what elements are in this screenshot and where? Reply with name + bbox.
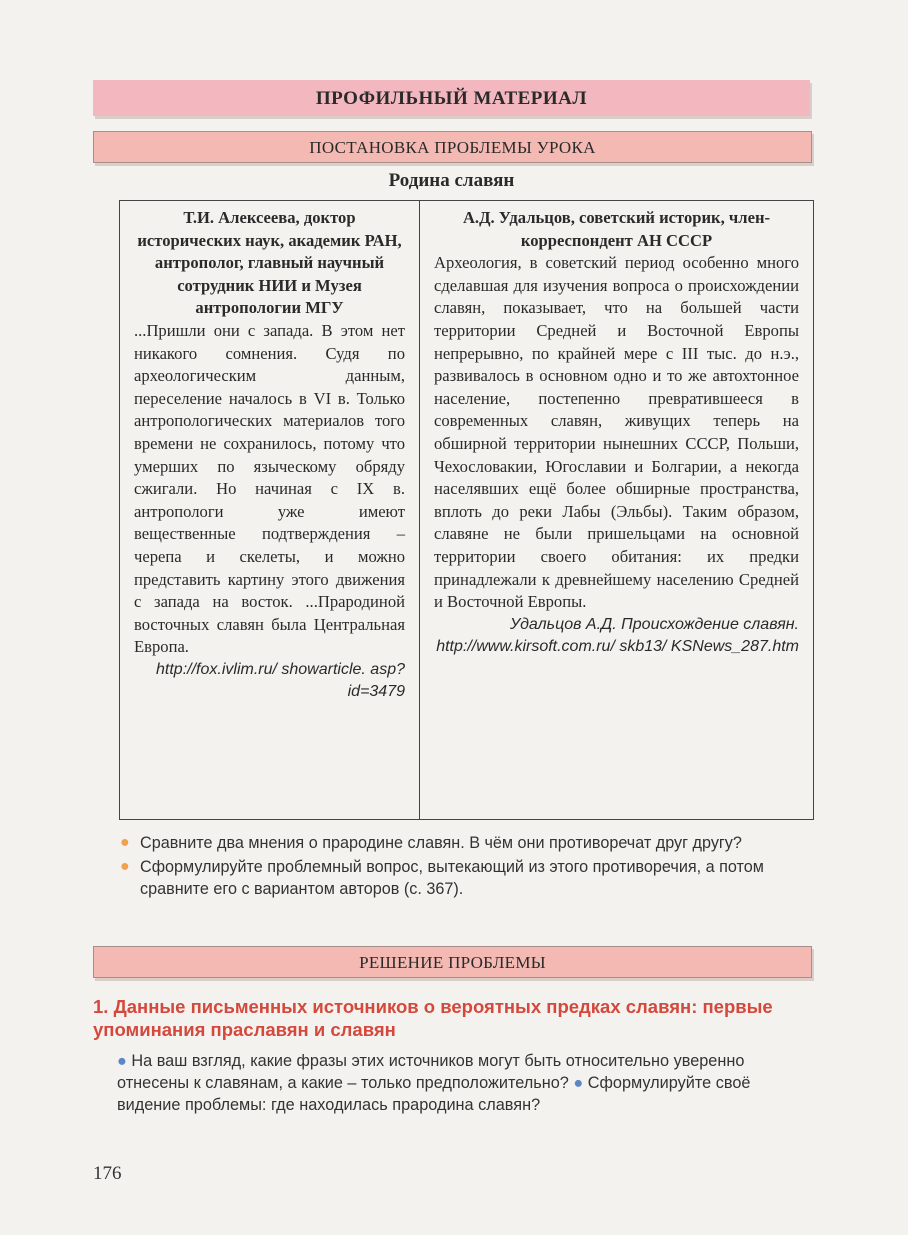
task-text-1: На ваш взгляд, какие фразы этих источников могут быть относительно уверенно отнесены к славянам, а какие – только предположительно? <box>117 1052 745 1092</box>
page-number: 176 <box>93 1163 122 1184</box>
bullet-icon: ● <box>120 858 130 875</box>
opinions-table <box>119 200 814 820</box>
problem-solution-banner: РЕШЕНИЕ ПРОБЛЕМЫ <box>93 946 812 978</box>
list-item <box>118 832 812 854</box>
author-heading: Т.И. Алексеева, доктор исторических наук, академик РАН, антрополог, главный научный сотрудник НИИ и Музея антропологии МГУ <box>137 208 402 318</box>
question-text: Сравните два мнения о прародине славян. В чём они противоречат друг другу? <box>140 834 742 852</box>
bullet-icon: ● <box>573 1074 584 1092</box>
opinion-column-alekseeva <box>120 201 420 819</box>
quote-text: ...Пришли они с запада. В этом нет никакого сомнения. Судя по археологическим данным, переселение началось в VI в. Только антропологических материалов того времени не сохранилось, потому что умерших по языческому обряду сжигали. Но начиная с IX в. антропологи уже имеют вещественные подтверждения – черепа и скелеты, и можно представить картину этого движения с запада на восток. ...Прародиной восточных славян была Центральная Европа. <box>134 320 405 657</box>
section-heading: 1. Данные письменных источников о вероятных предках славян: первые упоминания праславян и славян <box>93 996 773 1040</box>
citation: Удальцов А.Д. Происхождение славян. http://www.kirsoft.com.ru/ skb13/ KSNews_287.htm <box>436 615 799 656</box>
opinion-column-udaltsov <box>420 201 813 819</box>
questions-list <box>118 832 812 902</box>
problem-statement-banner: ПОСТАНОВКА ПРОБЛЕМЫ УРОКА <box>93 131 812 163</box>
bullet-icon: ● <box>117 1052 127 1070</box>
bullet-icon: ● <box>120 834 130 851</box>
task-paragraph <box>117 1050 814 1116</box>
task-text-2: Сформулируйте своё видение проблемы: где находилась прародина славян? <box>117 1074 751 1114</box>
question-text: Сформулируйте проблемный вопрос, вытекающий из этого противоречия, а потом сравните его с вариантом авторов (с. 367). <box>140 858 764 898</box>
subtitle: Родина славян <box>388 170 515 191</box>
quote-text: Археология, в советский период особенно много сделавшая для изучения вопроса о происхождении славян, показывает, что на большей части территории Средней и Восточной Европы непрерывно, по крайней мере с III тыс. до н.э., развивалось в основном одно и то же автохтонное население, постепенно превратившееся в современных славян, живущих теперь на обширной территории нынешних СССР, Польши, Чехословакии, Югославии и Болгарии, а некогда населявших ещё более обширные пространства, вплоть до реки Лабы (Эльбы). Таким образом, славяне не были пришельцами на основной территории своего обитания: их предки принадлежали к древнейшему населению Средней и Восточной Европы. <box>434 253 799 612</box>
author-heading: А.Д. Удальцов, советский историк, член-корреспондент АН СССР <box>462 208 771 250</box>
profile-material-banner: ПРОФИЛЬНЫЙ МАТЕРИАЛ <box>93 80 810 116</box>
citation: http://fox.ivlim.ru/ showarticle. asp?id=3479 <box>156 660 405 701</box>
list-item <box>118 856 812 900</box>
